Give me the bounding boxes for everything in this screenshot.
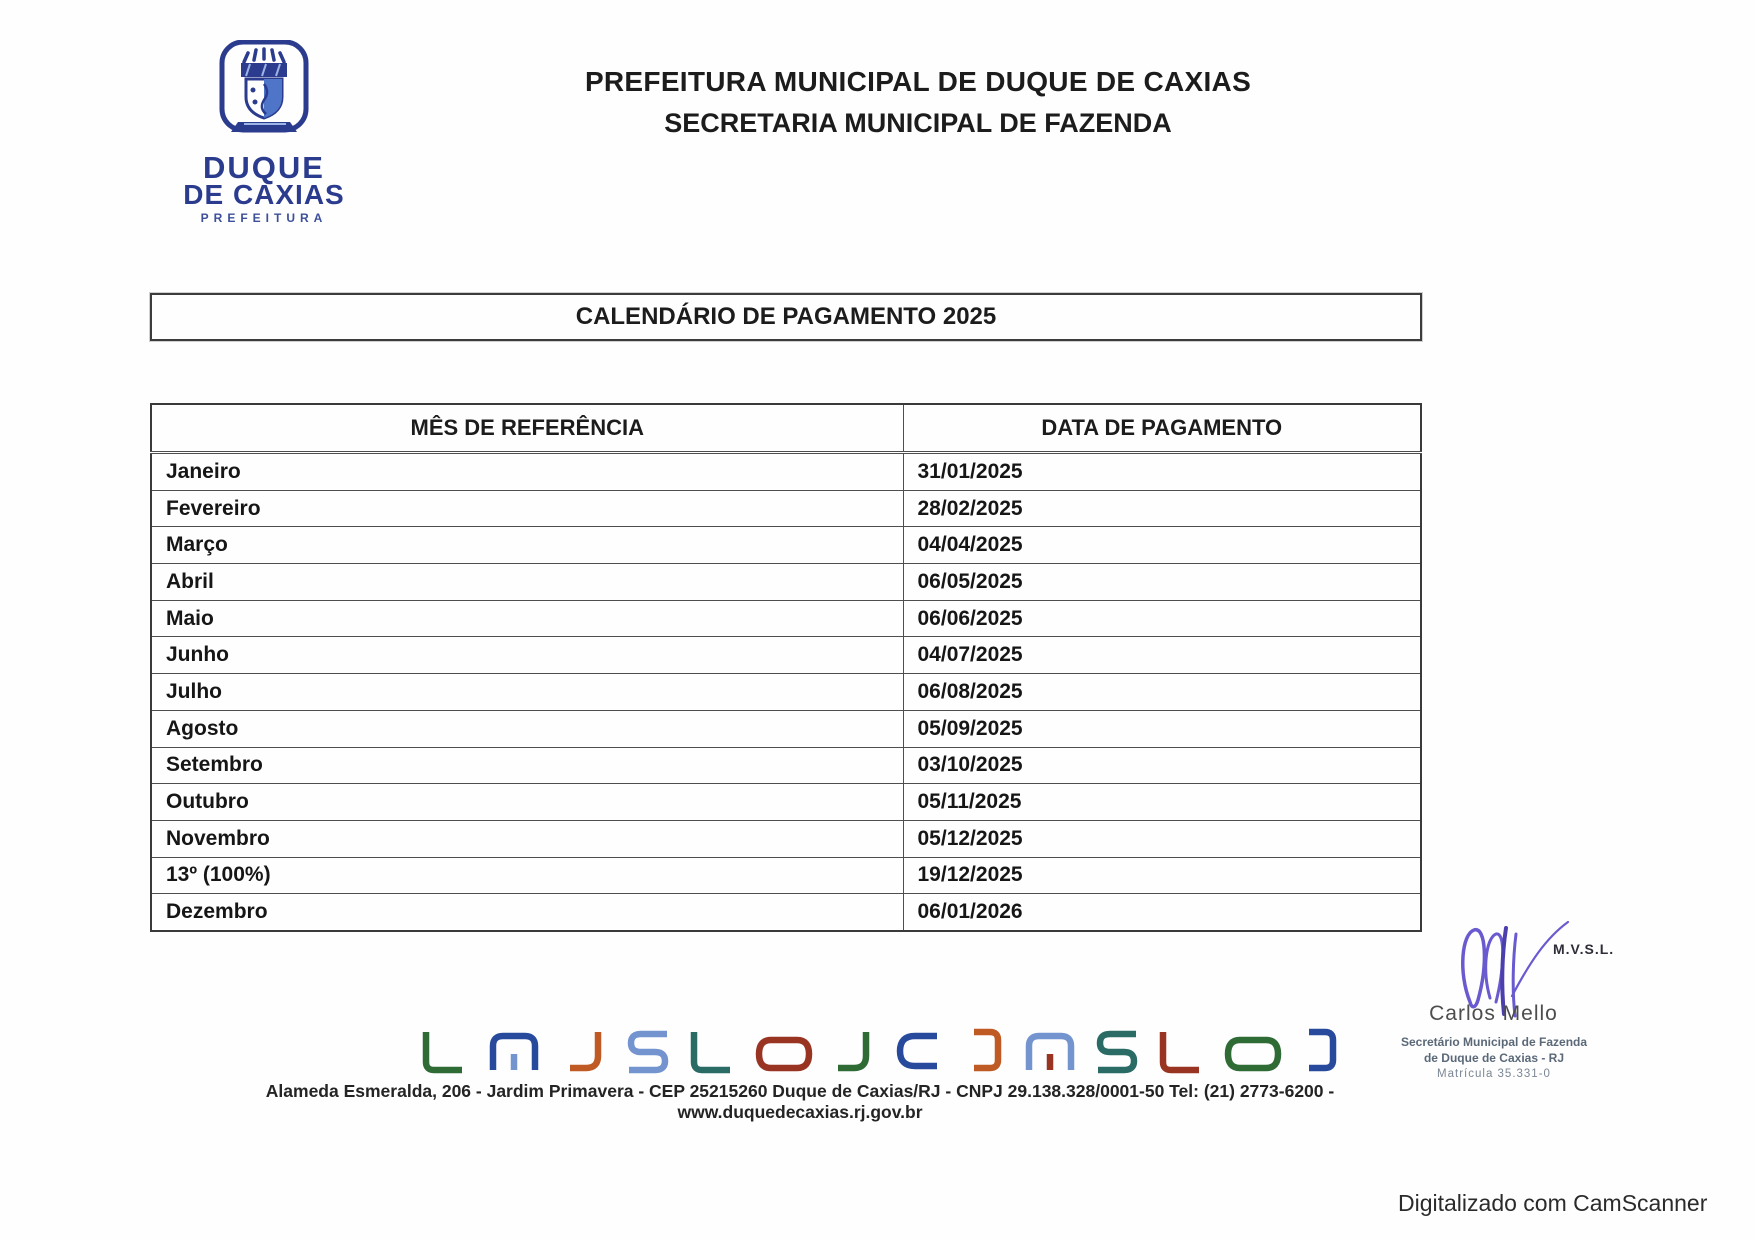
table-row [151, 490, 1421, 527]
table-row [151, 820, 1421, 857]
document-title-box [150, 293, 1422, 341]
month-cell: Outubro [151, 784, 903, 821]
month-cell: Agosto [151, 710, 903, 747]
date-cell: 06/05/2025 [903, 564, 1421, 601]
payment-table-body [151, 453, 1421, 931]
table-header-row [151, 404, 1421, 453]
table-row [151, 747, 1421, 784]
date-cell: 05/09/2025 [903, 710, 1421, 747]
date-cell: 05/11/2025 [903, 784, 1421, 821]
month-cell: Dezembro [151, 894, 903, 931]
table-row [151, 637, 1421, 674]
table-row [151, 453, 1421, 491]
decorative-band [418, 1024, 1358, 1080]
document-title: CALENDÁRIO DE PAGAMENTO 2025 [575, 303, 997, 330]
logo-text-de-caxias: DE CAXIAS [183, 179, 345, 210]
date-cell: 31/01/2025 [903, 453, 1421, 491]
camscanner-watermark: Digitalizado com CamScanner [1398, 1190, 1708, 1216]
date-cell: 03/10/2025 [903, 747, 1421, 784]
date-cell: 28/02/2025 [903, 490, 1421, 527]
month-cell: Abril [151, 564, 903, 601]
signature-initials: M.V.S.L. [1553, 941, 1615, 957]
column-header-month: MÊS DE REFERÊNCIA [151, 404, 903, 453]
table-row [151, 857, 1421, 894]
stamp-registration-line: Matrícula 35.331-0 [1437, 1068, 1551, 1080]
date-cell: 05/12/2025 [903, 820, 1421, 857]
month-cell: Março [151, 527, 903, 564]
table-row [151, 784, 1421, 821]
signatory-name: Carlos Mello [1429, 1002, 1558, 1025]
letterhead-line1: PREFEITURA MUNICIPAL DE DUQUE DE CAXIAS [584, 66, 1252, 97]
date-cell: 06/06/2025 [903, 600, 1421, 637]
stamp-title-line: Secretário Municipal de Fazenda [1400, 1035, 1588, 1049]
table-row [151, 564, 1421, 601]
column-header-date: DATA DE PAGAMENTO [903, 404, 1421, 453]
date-cell: 04/07/2025 [903, 637, 1421, 674]
date-cell: 06/01/2026 [903, 894, 1421, 931]
month-cell: 13º (100%) [151, 857, 903, 894]
month-cell: Julho [151, 674, 903, 711]
city-logo [155, 40, 373, 225]
city-crest-icon [208, 40, 320, 148]
date-cell: 04/04/2025 [903, 527, 1421, 564]
month-cell: Setembro [151, 747, 903, 784]
table-row [151, 600, 1421, 637]
month-cell: Fevereiro [151, 490, 903, 527]
signatory-stamp [1375, 1034, 1613, 1082]
payment-calendar-table [150, 403, 1422, 932]
month-cell: Janeiro [151, 453, 903, 491]
letterhead [468, 66, 1368, 139]
logo-text-duque: DUQUE [203, 150, 325, 185]
table-row [151, 894, 1421, 931]
stamp-city-line: de Duque de Caxias - RJ [1423, 1051, 1565, 1065]
table-row [151, 527, 1421, 564]
footer-address: Alameda Esmeralda, 206 - Jardim Primavera - CEP 25215260 Duque de Caxias/RJ - CNPJ 29.138.328/0001-50 Tel: (21) 2773-6200 - www.duquedecaxias.rj.gov.br [265, 1081, 1335, 1122]
table-row [151, 710, 1421, 747]
logo-text-prefeitura: PREFEITURA [200, 211, 328, 225]
month-cell: Junho [151, 637, 903, 674]
date-cell: 19/12/2025 [903, 857, 1421, 894]
month-cell: Novembro [151, 820, 903, 857]
date-cell: 06/08/2025 [903, 674, 1421, 711]
letterhead-line2: SECRETARIA MUNICIPAL DE FAZENDA [664, 108, 1172, 138]
month-cell: Maio [151, 600, 903, 637]
table-row [151, 674, 1421, 711]
